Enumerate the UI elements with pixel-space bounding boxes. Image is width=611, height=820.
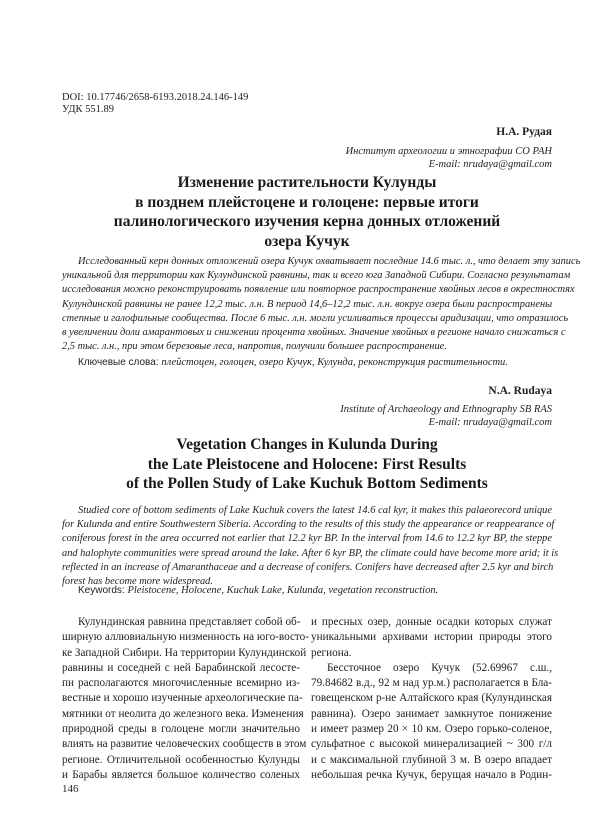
body-line: пи располагаются многочисленные всемирно из-	[62, 677, 300, 690]
body-line: и Барабы является большое количество соленых	[62, 768, 300, 781]
body-line: уникальными архивами истории природы этого	[311, 631, 552, 644]
keywords-text: Pleistocene, Holocene, Kuchuk Lake, Kulunda, vegetation reconstruction.	[127, 585, 439, 596]
abstract-line: исследования можно реконструировать появление или повторное распространение хвойных лесов в окрестностях	[62, 284, 575, 296]
body-line: и имеет размер 20 × 10 км. Озеро горько-соленое,	[311, 723, 552, 736]
email-en[interactable]: E-mail: nrudaya@gmail.com	[428, 417, 552, 428]
body-line: и пресных озер, донные осадки которых служат	[311, 616, 552, 628]
keywords-label: Ключевые слова:	[78, 357, 162, 368]
udk: УДК 551.89	[62, 104, 115, 115]
body-line: и с максимальной глубиной 3 м. В озеро впадает	[311, 753, 552, 766]
body-line: ке Западной Сибири. На территории Кулундинской	[62, 646, 307, 659]
affiliation-en: Institute of Archaeology and Ethnography SB RAS	[340, 404, 552, 415]
title-line: Изменение растительности Кулунды	[177, 174, 437, 191]
body-line: равнины и соседней с ней Барабинской лесосте-	[62, 661, 300, 674]
body-line: ширную аллювиальную низменность на юго-восто-	[62, 631, 309, 644]
keywords-en	[62, 585, 552, 596]
title-line: the Late Pleistocene and Holocene: First Results	[147, 455, 467, 473]
abstract-line: coniferous forest in the area occurred not earlier that 12.2 kyr BP. In the interval from 14.6 to 12.2 kyr BP, the steppe	[62, 533, 552, 545]
body-line: влиять на развитие человеческих сообществ в этом	[62, 738, 307, 751]
abstract-line: в увеличении доли амарантовых и снижении процента хвойных. Значение хвойных в регионе начало снижаться с	[62, 326, 566, 338]
body-line: небольшая речка Кучук, берущая начало в Родин-	[311, 768, 552, 781]
abstract-line: for Kulunda and entire Southwestern Siberia. According to the results of this study the appearance or reappearance of	[62, 519, 555, 531]
body-column-right	[311, 615, 552, 783]
title-en	[62, 435, 552, 494]
abstract-line: Исследованный керн донных отложений озера Кучук охватывает последние 14.6 тыс. л., что делает эту запись	[78, 256, 581, 267]
body-line: регионе. Отличительной особенностью Кулунды	[62, 753, 300, 766]
keywords-ru	[62, 357, 552, 368]
body-line: Кулундинская равнина представляет собой об-	[78, 616, 301, 628]
title-line: палинологического изучения керна донных отложений	[113, 213, 501, 230]
abstract-line: reflected in an increase of Amaranthaceae and a decrease of conifers. Conifers have decreased after 2.5 kyr and birch	[62, 561, 554, 573]
abstract-line: 2,5 тыс. л.н., при этом березовые леса, напротив, получили большее распространение.	[62, 341, 447, 353]
abstract-line: Кулундинской равнины не ранее 12,2 тыс. л.н. В период 14,6–12,2 тыс. л.н. вокруг озера были распространены	[62, 298, 553, 310]
body-line: мятники от неолита до железного века. Изменения	[62, 707, 304, 720]
body-line: сульфатное с высокой минерализацией ~ 300 г/л	[311, 738, 552, 751]
abstract-en	[62, 504, 559, 589]
body-line: говещенском р-не Алтайского края (Кулундинская	[311, 692, 552, 705]
abstract-ru	[62, 255, 581, 354]
abstract-line: уникальной для территории как Кулундинской равнины, так и всего юга Западной Сибири. Согласно результатам	[62, 270, 571, 282]
author-ru: Н.А. Рудая	[496, 126, 552, 138]
body-line: вестные и хорошо изученные археологические па-	[62, 692, 303, 705]
body-line: Бессточное озеро Кучук (52.69967 с.ш.,	[327, 661, 552, 674]
email-ru[interactable]: E-mail: nrudaya@gmail.com	[428, 159, 552, 170]
title-line: of the Pollen Study of Lake Kuchuk Bottom Sediments	[126, 475, 488, 492]
doi: DOI: 10.17746/2658-6193.2018.24.146-149	[62, 92, 249, 103]
keywords-text: плейстоцен, голоцен, озеро Кучук, Кулунда, реконструкция растительности.	[161, 357, 508, 368]
affiliation-ru: Институт археологии и этнографии СО РАН	[345, 146, 552, 157]
body-line: региона.	[311, 646, 352, 659]
page-number: 146	[62, 783, 79, 795]
abstract-line: forest has become more widespread.	[62, 575, 213, 587]
body-column-left	[62, 615, 309, 783]
author-en: N.A. Rudaya	[488, 385, 552, 397]
title-line: озера Кучук	[264, 232, 350, 250]
keywords-label: Keywords:	[78, 585, 128, 596]
abstract-line: and halophyte communities were spread around the lake. After 6 kyr BP, the climate could have become more arid; it is	[62, 547, 559, 559]
title-ru	[62, 173, 552, 251]
title-line: в позднем плейстоцене и голоцене: первые итоги	[135, 193, 479, 211]
body-line: 79.84682 в.д., 92 м над ур.м.) располагается в Бла-	[311, 677, 552, 690]
body-line: природной среды в голоцене могли значительно	[62, 723, 300, 736]
title-line: Vegetation Changes in Kulunda During	[176, 436, 438, 453]
abstract-line: степные и галофильные сообщества. После 6 тыс. л.н. могли усиливаться процессы аридизации, что отразилось	[62, 312, 569, 324]
abstract-line: Studied core of bottom sediments of Lake Kuchuk covers the latest 14.6 cal kyr, it makes this palaeorecord unique	[78, 505, 552, 516]
body-line: равнина). Озеро занимает замкнутое понижение	[311, 707, 552, 720]
